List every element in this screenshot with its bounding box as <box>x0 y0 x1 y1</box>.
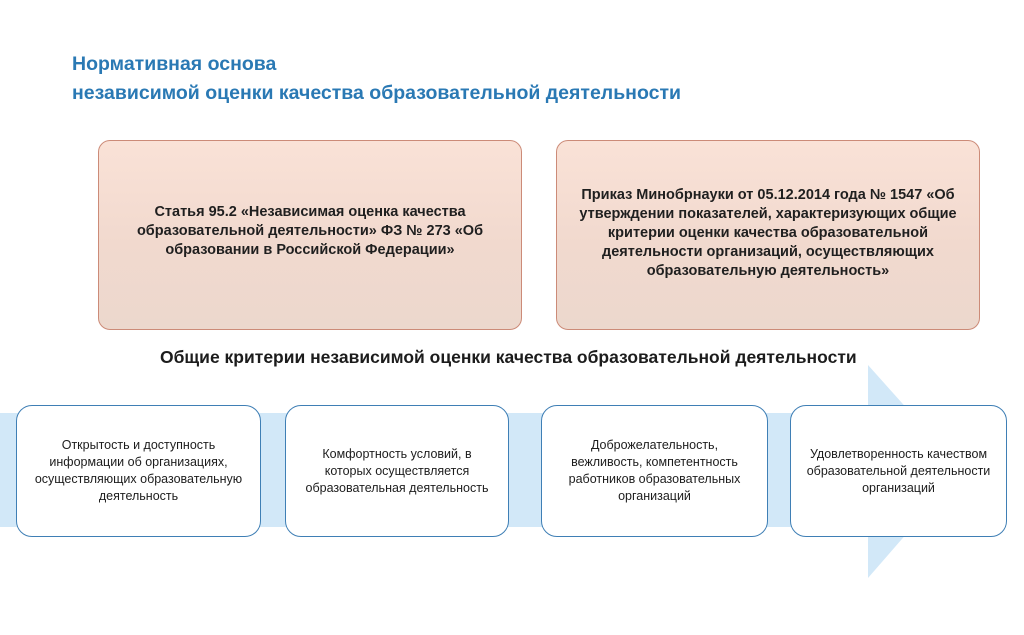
legal-basis-law-article: Статья 95.2 «Независимая оценка качества образовательной деятельности» ФЗ № 273 «Об образовании в Российской Федерации» <box>98 140 522 330</box>
page-title-line-1: Нормативная основа <box>72 53 277 75</box>
criteria-heading: Общие критерии независимой оценки качества образовательной деятельности <box>160 347 857 367</box>
page-title-line-2: независимой оценки качества образовательной деятельности <box>72 82 681 104</box>
criterion-openness: Открытость и доступность информации об организациях, осуществляющих образовательную деятельность <box>16 405 261 537</box>
criterion-comfort: Комфортность условий, в которых осуществляется образовательная деятельность <box>285 405 509 537</box>
criterion-staff-competence: Доброжелательность, вежливость, компетентность работников образовательных организаций <box>541 405 768 537</box>
legal-basis-ministry-order: Приказ Минобрнауки от 05.12.2014 года № 1547 «Об утверждении показателей, характеризующих общие критерии оценки качества образовательной деятельности организаций, осуществляющих образовательную деятельность» <box>556 140 980 330</box>
criterion-satisfaction: Удовлетворенность качеством образовательной деятельности организаций <box>790 405 1007 537</box>
